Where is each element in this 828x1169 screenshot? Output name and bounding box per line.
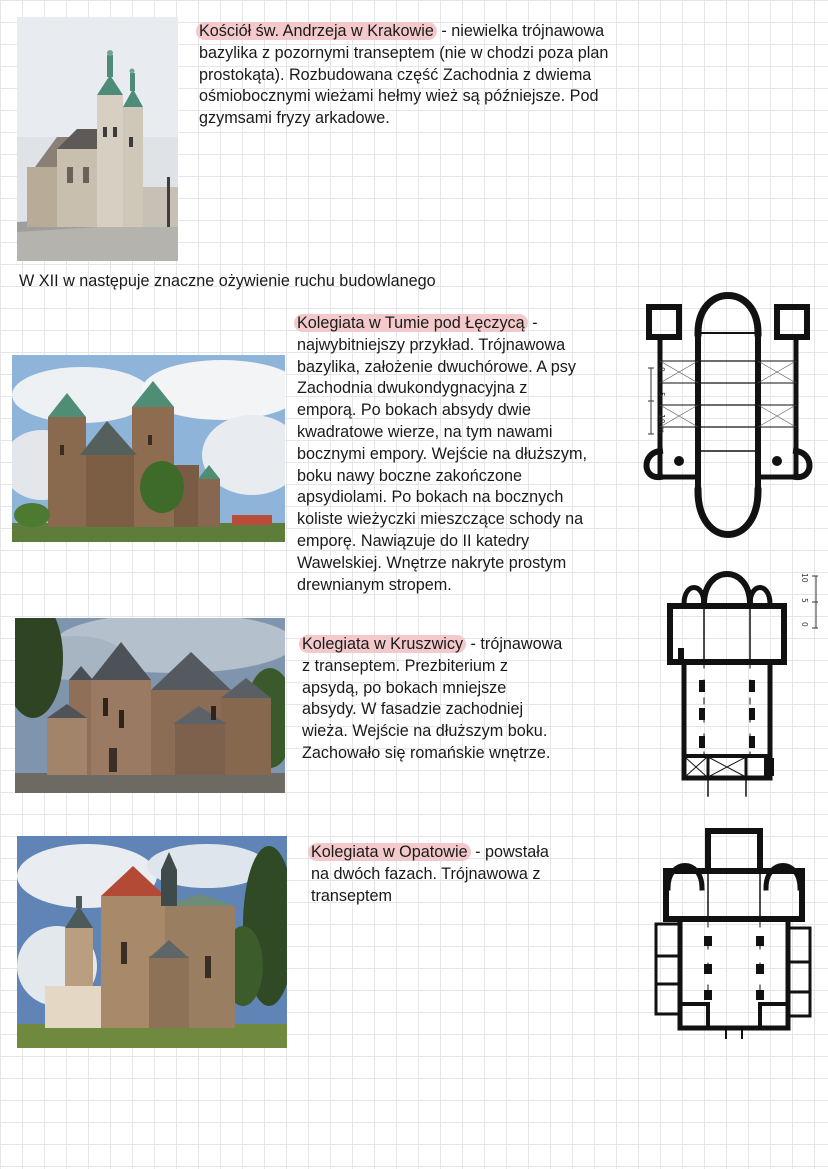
intro-line: W XII w następuje znaczne ożywienie ruchu budowlanego xyxy=(19,272,436,290)
opatow-description: Kolegiata w Opatowie - powstała na dwóch fazach. Trójnawowa z transeptem xyxy=(311,842,611,907)
st-andrew-title: Kościół św. Andrzeja w Krakowie xyxy=(196,22,437,40)
kruszwica-description: Kolegiata w Kruszwicy - trójnawowa z transeptem. Prezbiterium z apsydą, po bokach mniejsze absydy. W fasadzie zachodniej wieża. Wejście na dłuższym boku. Zachowało się romańskie wnętrze. xyxy=(302,634,632,765)
opatow-collegiate-photo xyxy=(17,836,287,1048)
kruszwica-title: Kolegiata w Kruszwicy xyxy=(299,635,466,653)
kruszwica-collegiate-photo xyxy=(15,618,285,793)
kruszwica-scale-bar xyxy=(810,574,820,630)
st-andrew-church-photo xyxy=(17,17,178,261)
tum-title: Kolegiata w Tumie pod Łęczycą xyxy=(294,314,528,332)
tum-description: Kolegiata w Tumie pod Łęczycą - najwybitniejszy przykład. Trójnawowa bazylika, założenie dwuchórowe. A psy Zachodnia dwukondygnacyjna z emporą. Po bokach absydy dwie kwadratowe wierze, na tym nawami bocznymi empory. Wejście na dłuższym, boku nawy boczne zakończone apsydiolami. Po bokach na bocznych koliste wieżyczki mieszczące schody na emporę. Nawiązuje do II katedry Wawelskiej. Wnętrze nakryte prostym drewnianym stropem. xyxy=(297,313,642,596)
tum-scale-10: 10 m xyxy=(657,414,666,434)
tum-floor-plan xyxy=(646,291,810,541)
opatow-floor-plan xyxy=(654,828,814,1040)
st-andrew-description: Kościół św. Andrzeja w Krakowie - niewielka trójnawowa bazylika z pozornymi transeptem (nie w chodzi poza plan prostokąta). Rozbudowana część Zachodnia z dwiema ośmiobocznymi wieżami hełmy wież są późniejsze. Pod gzymsami fryzy arkadowe. xyxy=(199,21,679,130)
kruszwica-floor-plan xyxy=(668,570,786,798)
tum-scale-0: 0 xyxy=(657,367,666,372)
opatow-title: Kolegiata w Opatowie xyxy=(308,843,471,861)
kruszwica-scale-10: 10 xyxy=(800,573,809,583)
kruszwica-scale-0: 0 xyxy=(800,622,809,627)
tum-collegiate-photo xyxy=(12,355,285,542)
tum-scale-5: 5 xyxy=(657,392,666,397)
kruszwica-scale-5: 5 xyxy=(800,598,809,603)
